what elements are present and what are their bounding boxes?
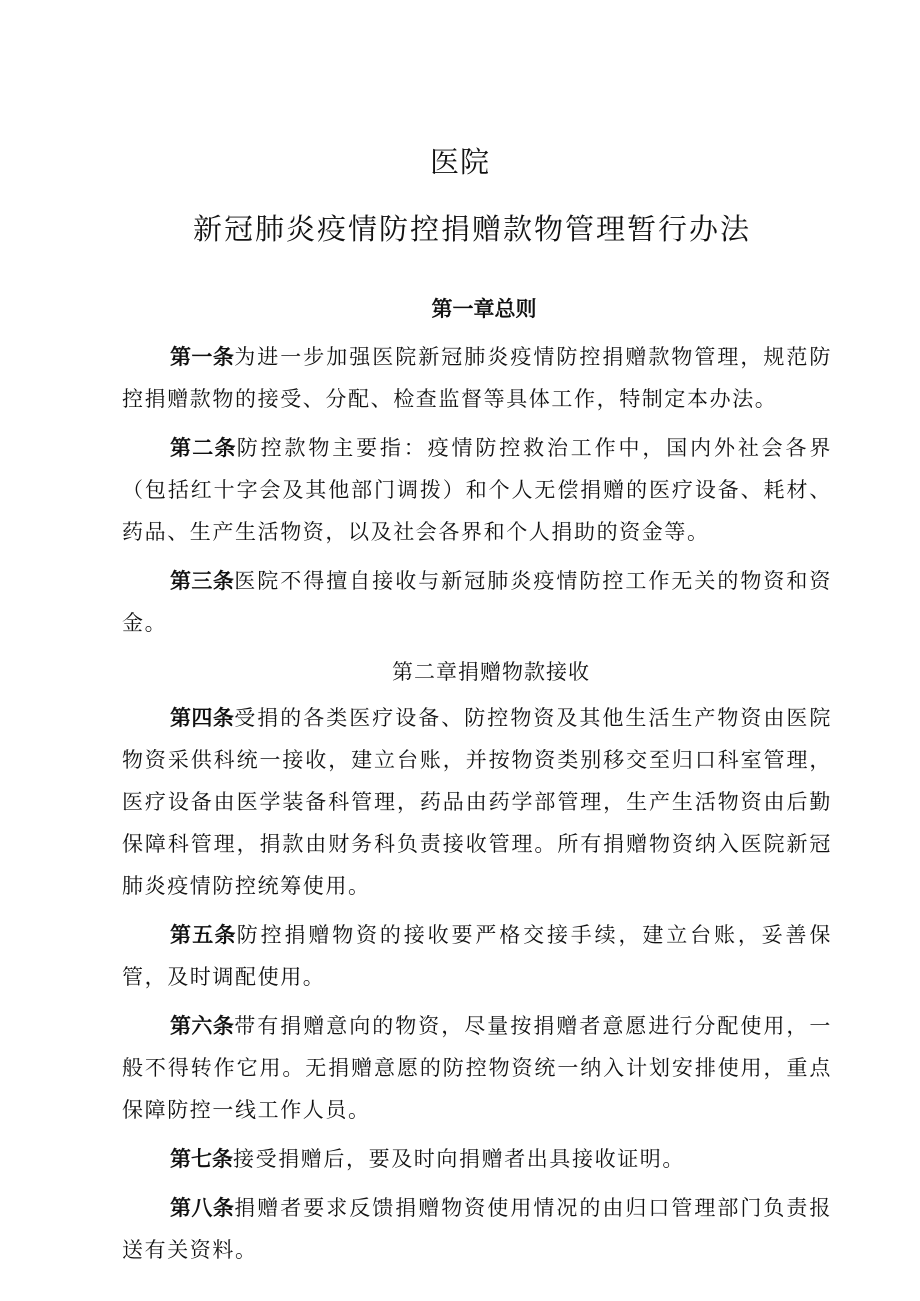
article-label: 第一条 bbox=[170, 344, 235, 369]
article-label: 第六条 bbox=[170, 1013, 235, 1038]
chapter-heading: 第二章捐赠物款接收 bbox=[392, 660, 590, 684]
article-label: 第二条 bbox=[170, 435, 237, 460]
article bbox=[122, 1138, 832, 1180]
article-text: 为进一步加强医院新冠肺炎疫情防控捐赠款物管理，规范防控捐赠款物的接受、分配、检查监督等具体工作，特制定本办法。 bbox=[122, 345, 833, 411]
article bbox=[122, 427, 832, 553]
article-text: 捐赠者要求反馈捐赠物资使用情况的由归口管理部门负责报送有关资料。 bbox=[122, 1196, 833, 1262]
article-text: 防控捐赠物资的接收要严格交接手续，建立台账，妥善保管，及时调配使用。 bbox=[122, 923, 833, 989]
article bbox=[122, 560, 832, 644]
article-text: 带有捐赠意向的物资，尽量按捐赠者意愿进行分配使用，一般不得转作它用。无捐赠意愿的防控物资统一纳入计划安排使用，重点保障防控一线工作人员。 bbox=[122, 1014, 833, 1122]
article-label: 第四条 bbox=[170, 705, 235, 730]
document-title-line-2: 新冠肺炎疫情防控捐赠款物管理暂行办法 bbox=[192, 212, 751, 246]
article bbox=[122, 697, 832, 907]
article bbox=[122, 1005, 832, 1131]
article-label: 第七条 bbox=[170, 1146, 233, 1171]
document-title-line-1: 医院 bbox=[429, 145, 490, 179]
article bbox=[122, 336, 832, 420]
article bbox=[122, 1187, 832, 1271]
article-label: 第五条 bbox=[170, 922, 237, 947]
article-text: 受捐的各类医疗设备、防控物资及其他生活生产物资由医院物资采供科统一接收，建立台账，并按物资类别移交至归口科室管理，医疗设备由医学装备科管理，药品由药学部管理，生产生活物资由后勤保障科管理，捐款由财务科负责接收管理。所有捐赠物资纳入医院新冠肺炎疫情防控统筹使用。 bbox=[122, 706, 833, 898]
article-text: 接受捐赠后，要及时向捐赠者出具接收证明。 bbox=[233, 1147, 685, 1171]
chapter-heading: 第一章总则 bbox=[431, 296, 537, 321]
article bbox=[122, 914, 832, 998]
article-text: 防控款物主要指：疫情防控救治工作中，国内外社会各界（包括红十字会及其他部门调拨）和个人无偿捐赠的医疗设备、耗材、药品、生产生活物资，以及社会各界和个人捐助的资金等。 bbox=[122, 436, 833, 544]
article-text: 医院不得擅自接收与新冠肺炎疫情防控工作无关的物资和资金。 bbox=[122, 569, 833, 635]
article-label: 第八条 bbox=[170, 1195, 235, 1220]
document-body bbox=[122, 288, 832, 1278]
article-label: 第三条 bbox=[170, 568, 235, 593]
